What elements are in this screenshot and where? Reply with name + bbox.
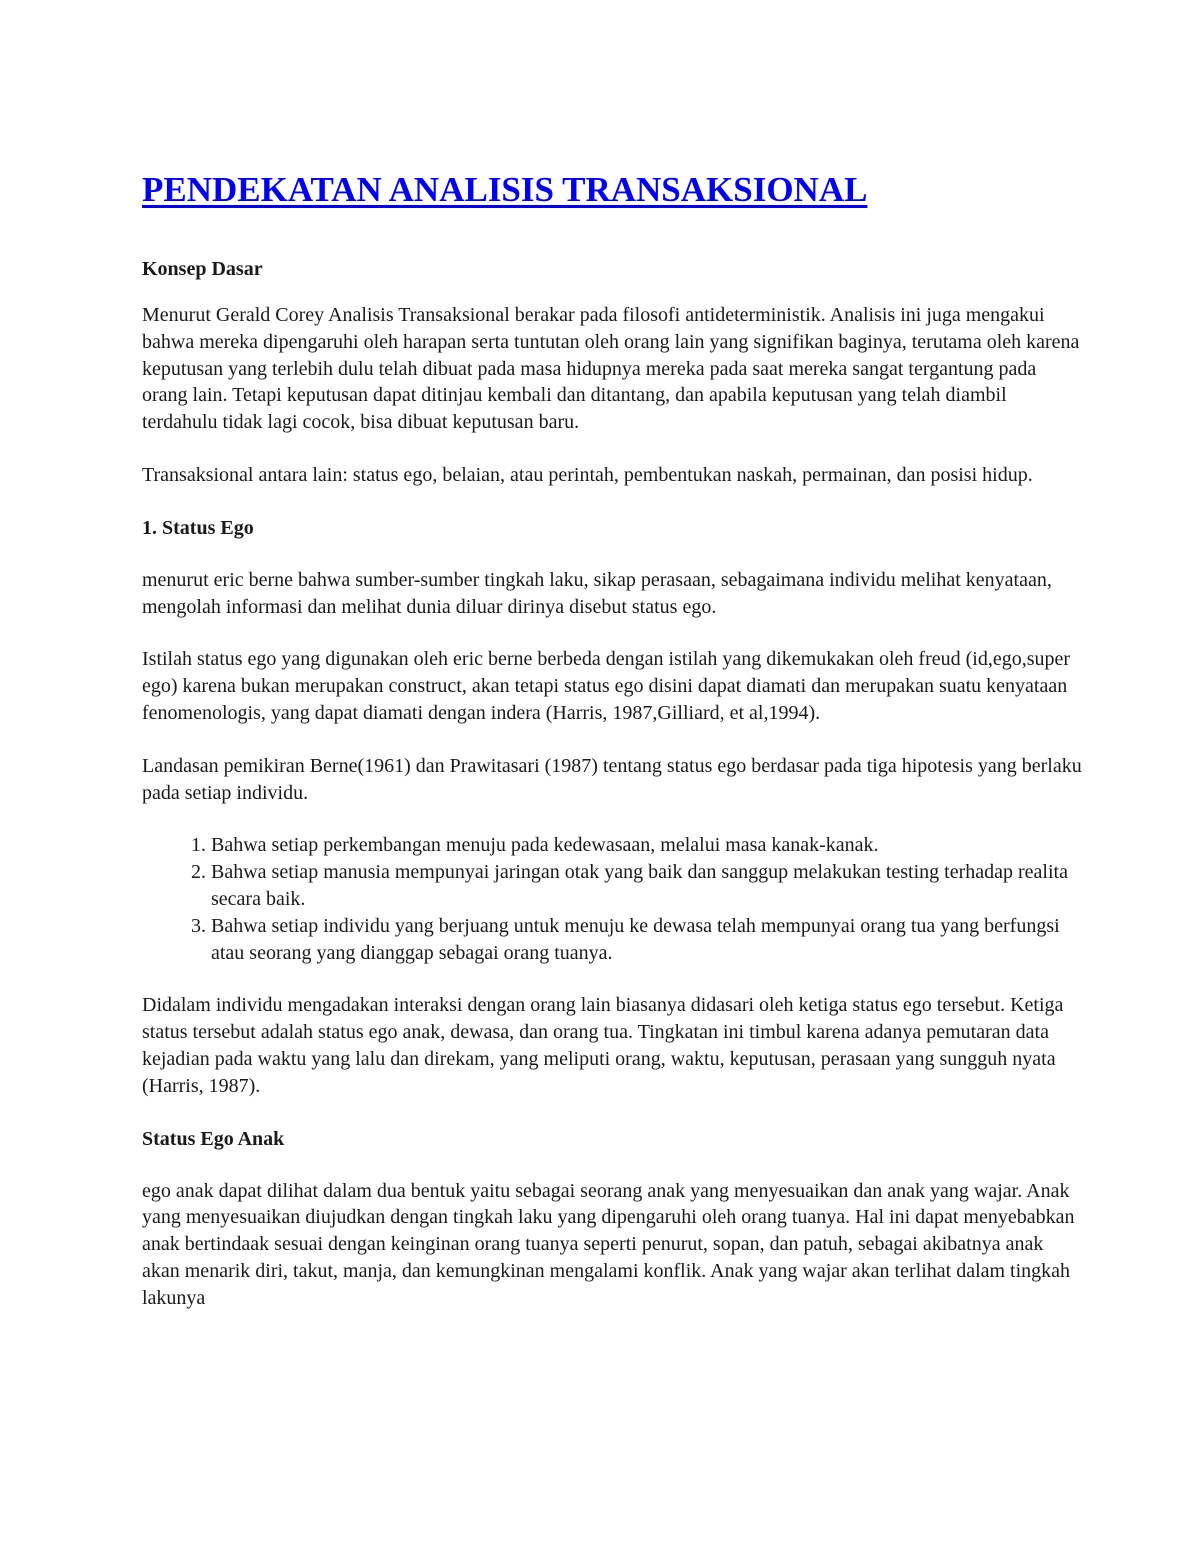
status-ego-anak-paragraph-1: ego anak dapat dilihat dalam dua bentuk yaitu sebagai seorang anak yang menyesuaikan dan anak yang wajar. Anak yang menyesuaikan diujudkan dengan tingkah laku yang dipengaruhi oleh orang tuanya. Hal ini dapat menyebabkan anak bertindaak sesuai dengan keinginan orang tuanya seperti penurut, sopan, dan patuh, sebagai akibatnya anak akan menarik diri, takut, manja, dan kemungkinan mengalami konflik. Anak yang wajar akan terlihat dalam tingkah lakunya <box>142 1179 1075 1309</box>
status-ego-anak-heading: Status Ego Anak <box>142 1127 285 1150</box>
status-ego-paragraph-2: Istilah status ego yang digunakan oleh eric berne berbeda dengan istilah yang dikemukakan oleh freud (id,ego,super ego) karena bukan merupakan construct, akan tetapi status ego disini dapat diamati dan merupakan suatu kenyataan fenomenologis, yang dapat diamati dengan indera (Harris, 1987,Gilliard, et al,1994). <box>142 648 1071 724</box>
konsep-dasar-paragraph-2: Transaksional antara lain: status ego, belaian, atau perintah, pembentukan naskah, permainan, dan posisi hidup. <box>142 463 1033 486</box>
list-item: 3. Bahwa setiap individu yang berjuang untuk menuju ke dewasa telah mempunyai orang tua yang berfungsi atau seorang yang dianggap sebagai orang tuanya. <box>211 913 1082 967</box>
list-item: 2. Bahwa setiap manusia mempunyai jaringan otak yang baik dan sanggup melakukan testing terhadap realita secara baik. <box>211 859 1082 913</box>
list-item: 1. Bahwa setiap perkembangan menuju pada kedewasaan, melalui masa kanak-kanak. <box>211 832 1082 859</box>
status-ego-paragraph-4: Didalam individu mengadakan interaksi dengan orang lain biasanya didasari oleh ketiga status ego tersebut. Ketiga status tersebut adalah status ego anak, dewasa, dan orang tua. Tingkatan ini timbul karena adanya pemutaran data kejadian pada waktu yang lalu dan direkam, yang meliputi orang, waktu, keputusan, perasaan yang sungguh nyata (Harris, 1987). <box>142 994 1064 1097</box>
konsep-dasar-paragraph-1: Menurut Gerald Corey Analisis Transaksional berakar pada filosofi antideterministik. Analisis ini juga mengakui bahwa mereka dipengaruhi oleh harapan serta tuntutan oleh orang lain yang signifikan baginya, terutama oleh karena keputusan yang terlebih dulu telah dibuat pada masa hidupnya mereka pada saat mereka sangat tergantung pada orang lain. Tetapi keputusan dapat ditinjau kembali dan ditantang, dan apabila keputusan yang telah diambil terdahulu tidak lagi cocok, bisa dibuat keputusan baru. <box>142 304 1080 434</box>
status-ego-paragraph-1: menurut eric berne bahwa sumber-sumber tingkah laku, sikap perasaan, sebagaimana individu melihat kenyataan, mengolah informasi dan melihat dunia diluar dirinya disebut status ego. <box>142 568 1052 618</box>
hypothesis-list <box>142 832 1082 966</box>
status-ego-paragraph-3: Landasan pemikiran Berne(1961) dan Prawitasari (1987) tentang status ego berdasar pada tiga hipotesis yang berlaku pada setiap individu. <box>142 754 1082 804</box>
document-page <box>142 168 1082 1312</box>
konsep-dasar-heading: Konsep Dasar <box>142 258 263 280</box>
status-ego-heading: 1. Status Ego <box>142 516 254 539</box>
document-title-link[interactable]: PENDEKATAN ANALISIS TRANSAKSIONAL <box>142 170 868 209</box>
